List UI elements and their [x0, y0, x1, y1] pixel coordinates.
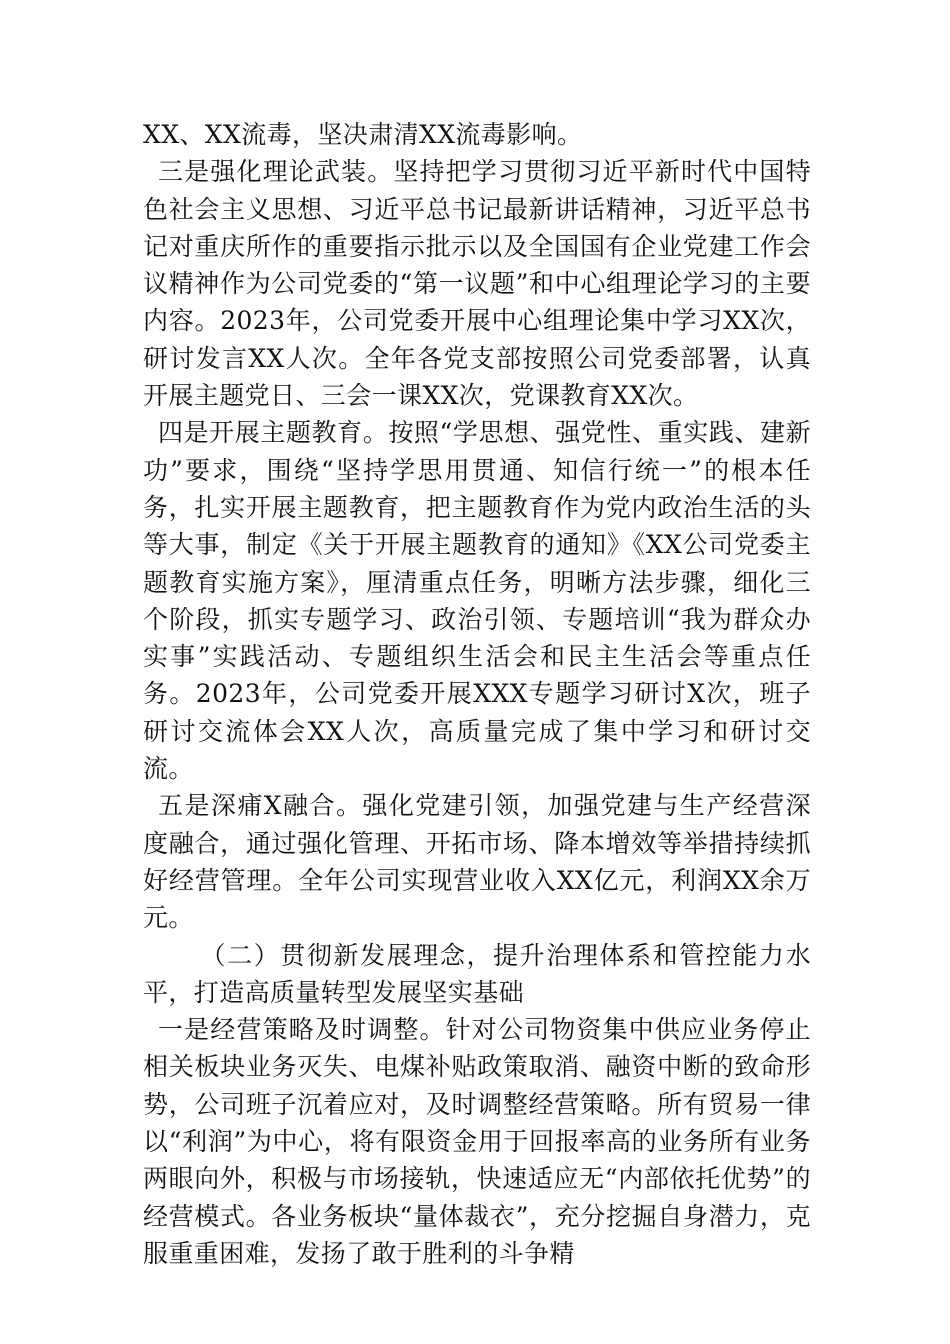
paragraph-point-one: 一是经营策略及时调整。针对公司物资集中供应业务停止相关板块业务灭失、电煤补贴政策取消、融资中断的致命形势，公司班子沉着应对，及时调整经营策略。所有贸易一律以“利润”为中心，将有限资金用于回报率高的业务所有业务两眼向外，积极与市场接轨，快速适应无“内部依托优势”的经营模式。各业务板块“量体裁衣”，充分挖掘自身潜力，克服重重困难，发扬了敢于胜利的斗争精 — [143, 1015, 811, 1268]
section-heading: （二）贯彻新发展理念，提升治理体系和管控能力水平，打造高质量转型发展坚实基础 — [143, 940, 811, 1007]
paragraph-point-five: 五是深痡X融合。强化党建引领，加强党建与生产经营深度融合，通过强化管理、开拓市场、降本增效等举措持续抓好经营管理。全年公司实现营业收入XX亿元，利润XX余万元。 — [143, 791, 811, 933]
paragraph-continuation: XX、XX流毒，坚决肃清XX流毒影响。 — [143, 120, 583, 149]
paragraph-point-four: 四是开展主题教育。按照“学思想、强党性、重实践、建新功”要求，围绕“坚持学思用贯通、知信行统一”的根本任务，扎实开展主题教育，把主题教育作为党内政治生活的头等大事，制定《关于开展主题教育的通知》《XX公司党委主题教育实施方案》，厘清重点任务，明晰方法步骤，细化三个阶段，抓实专题学习、政治引领、专题培训“我为群众办实事”实践活动、专题组织生活会和民主生活会等重点任务。2023年，公司党委开展XXX专题学习研讨X次，班子研讨交流体会XX人次，高质量完成了集中学习和研讨交流。 — [143, 418, 811, 784]
paragraph-point-three: 三是强化理论武装。坚持把学习贯彻习近平新时代中国特色社会主义思想、习近平总书记最新讲话精神，习近平总书记对重庆所作的重要指示批示以及全国国有企业党建工作会议精神作为公司党委的“第一议题”和中心组理论学习的主要内容。2023年，公司党委开展中心组理论集中学习XX次，研讨发言XX人次。全年各党支部按照公司党委部署，认真开展主题党日、三会一课XX次，党课教育XX次。 — [143, 157, 811, 411]
document-body — [143, 116, 811, 1272]
